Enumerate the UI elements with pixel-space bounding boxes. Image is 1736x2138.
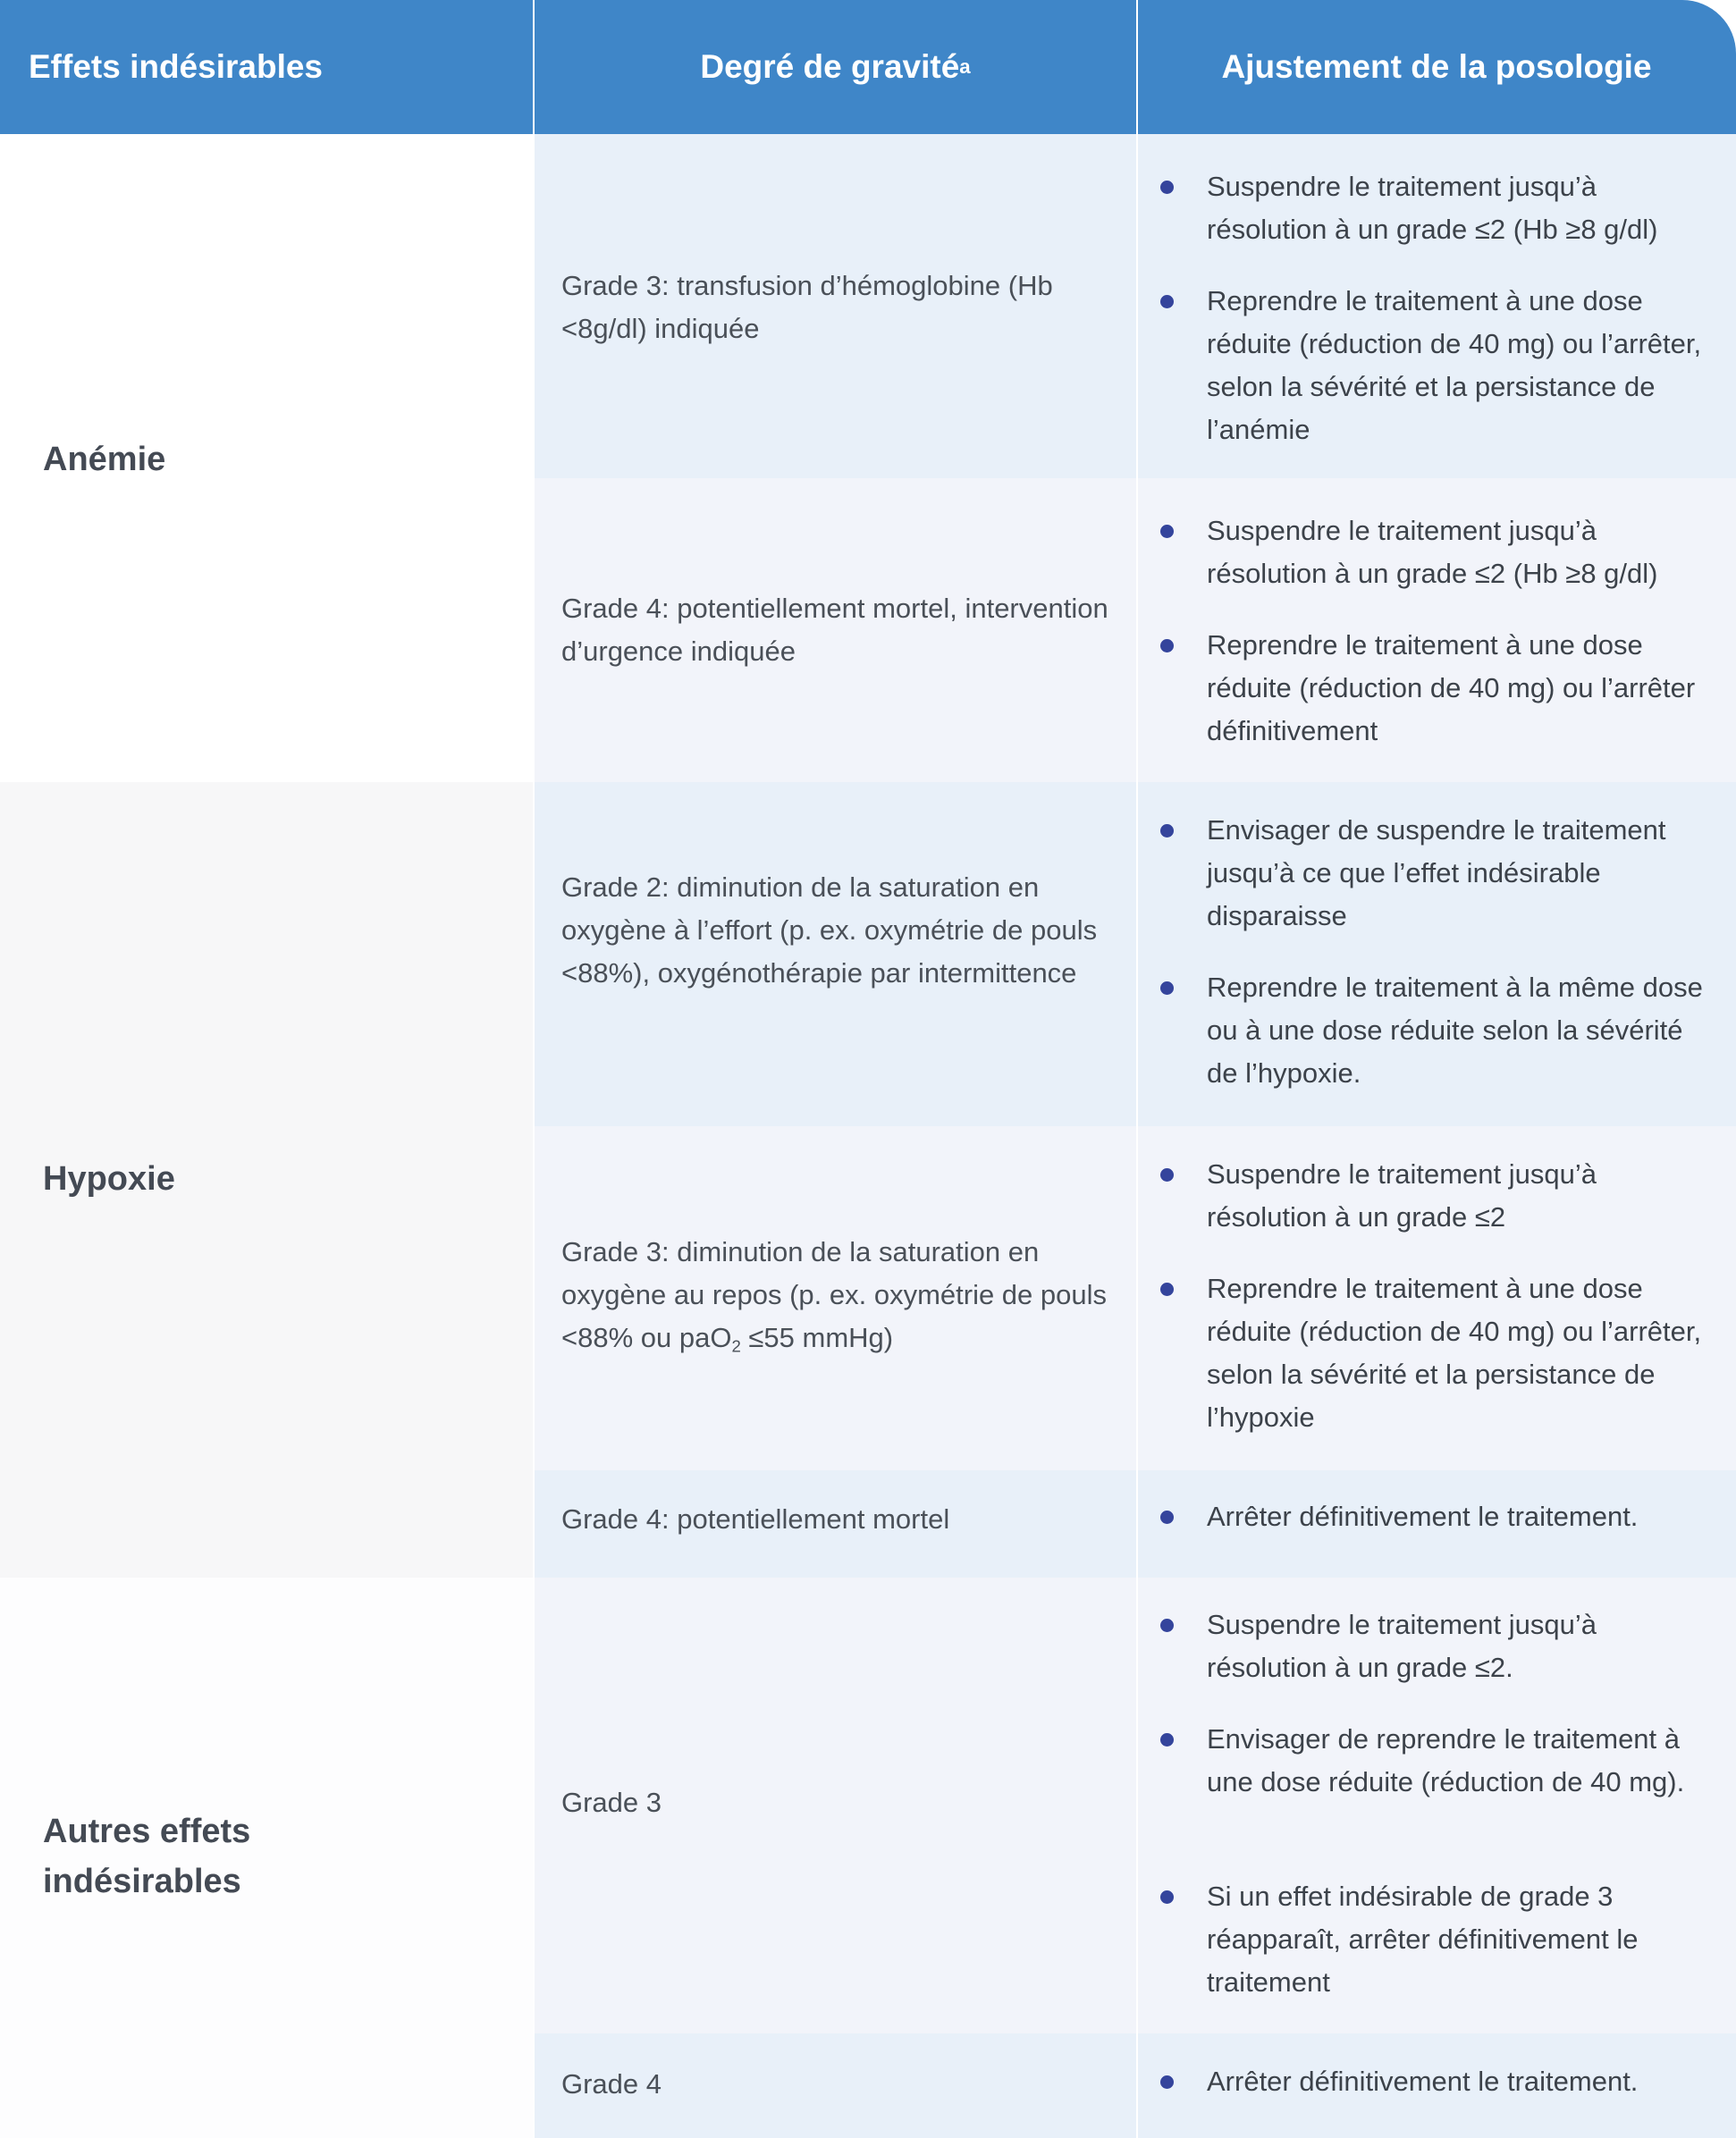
action-anemie-4-1: Suspendre le traitement jusqu’à résolution à un grade ≤2 (Hb ≥8 g/dl) [1207,515,1658,589]
action-hypoxie-4-1: Arrêter définitivement le traitement. [1207,1501,1639,1532]
bullet-icon [1160,525,1174,538]
action-autres-3-1: Suspendre le traitement jusqu’à résolution à un grade ≤2. [1207,1609,1597,1683]
bullet-icon [1160,1511,1174,1524]
bullet-icon [1160,981,1174,995]
bullet-icon [1160,181,1174,194]
action-anemie-4-2: Reprendre le traitement à une dose réduite (réduction de 40 mg) ou l’arrêter définitivement [1207,629,1696,746]
bullet-icon [1160,824,1174,838]
subscript-2: 2 [731,1336,741,1356]
grade-anemie-3: Grade 3: transfusion d’hémoglobine (Hb <8g/dl) indiquée [561,270,1053,344]
action-hypoxie-3-2: Reprendre le traitement à une dose réduite (réduction de 40 mg) ou l’arrêter, selon la sévérité et la persistance de l’hypoxie [1207,1273,1702,1433]
grade-hypoxie-4: Grade 4: potentiellement mortel [561,1503,950,1535]
action-hypoxie-2-2: Reprendre le traitement à la même dose ou à une dose réduite selon la sévérité de l’hypoxie. [1207,972,1703,1089]
bullet-icon [1160,1890,1174,1904]
grade-autres-4: Grade 4 [561,2068,662,2100]
bullet-icon [1160,1733,1174,1747]
effect-autres: Autres effets indésirables [43,1813,251,1900]
bullet-icon [1160,2075,1174,2089]
grade-hypoxie-2: Grade 2: diminution de la saturation en oxygène à l’effort (p. ex. oxymétrie de pouls <88%), oxygénothérapie par intermittence [561,871,1098,989]
action-hypoxie-2-1: Envisager de suspendre le traitement jusqu’à ce que l’effet indésirable disparaisse [1207,814,1666,931]
action-anemie-3-1: Suspendre le traitement jusqu’à résolution à un grade ≤2 (Hb ≥8 g/dl) [1207,171,1658,245]
grade-anemie-4: Grade 4: potentiellement mortel, intervention d’urgence indiquée [561,593,1108,667]
grade-hypoxie-3: Grade 3: diminution de la saturation en oxygène au repos (p. ex. oxymétrie de pouls <88% ou paO$_2$ ≤55 mmHg) [561,1236,1108,1356]
header-severity: Degré de gravité a [700,48,971,85]
bullet-icon [1160,1619,1174,1632]
effect-anemie: Anémie [43,441,166,478]
effect-hypoxie: Hypoxie [43,1160,175,1198]
action-autres-4-1: Arrêter définitivement le traitement. [1207,2066,1639,2097]
grade-autres-3: Grade 3 [561,1787,662,1818]
action-autres-3-2: Envisager de reprendre le traitement à une dose réduite (réduction de 40 mg). [1207,1723,1685,1797]
bullet-icon [1160,295,1174,308]
bullet-icon [1160,639,1174,652]
bullet-icon [1160,1283,1174,1296]
bullet-icon [1160,1168,1174,1182]
action-autres-3-3: Si un effet indésirable de grade 3 réapparaît, arrêter définitivement le traitement [1207,1881,1639,1998]
header-adverse-effects: Effets indésirables [29,48,324,85]
header-dosage-adjustment: Ajustement de la posologie [1221,48,1652,85]
action-hypoxie-3-1: Suspendre le traitement jusqu’à résolution à un grade ≤2 [1207,1158,1597,1233]
action-anemie-3-2: Reprendre le traitement à une dose réduite (réduction de 40 mg) ou l’arrêter, selon la sévérité et la persistance de l’anémie [1207,285,1702,445]
